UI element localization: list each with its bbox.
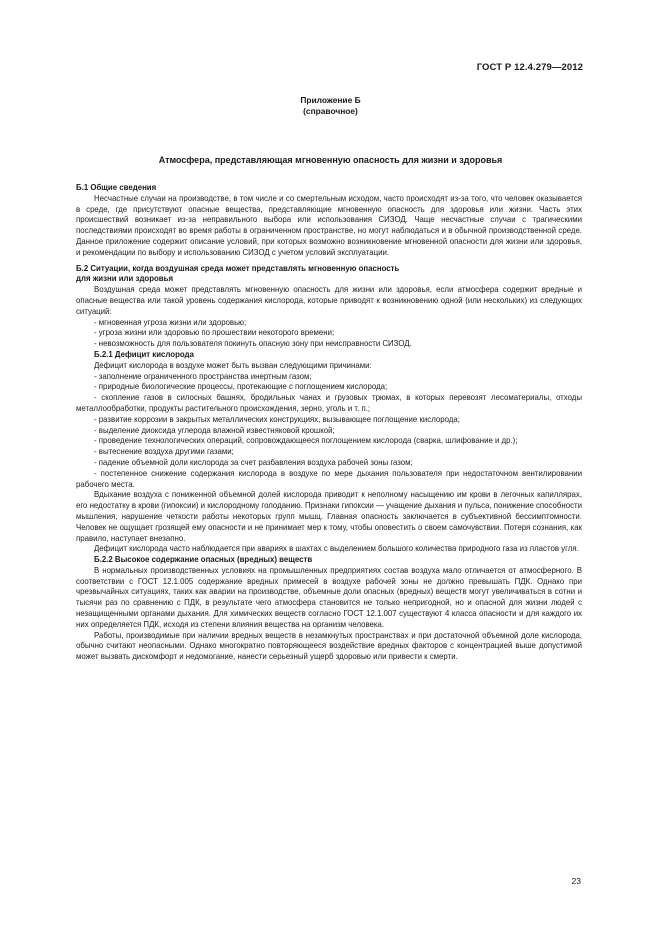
list-item: - постепенное снижение содержания кислорода в воздухе по мере дыхания пользователя при недостаточном вентилировании рабочего места. <box>76 468 582 489</box>
paragraph-b21-3: Дефицит кислорода часто наблюдается при авариях в шахтах с выделением большого количества природного газа из пластов угля. <box>94 544 579 554</box>
list-item: - скопление газов в силосных башнях, бродильных чанах и грузовых трюмах, в которых перевозят лесоматериалы, отходы металлообработки, продукты растительного происхождения, зерно, уголь и т. п.; <box>76 393 582 413</box>
annex-subtitle: (справочное) <box>303 106 358 116</box>
section-heading-b1: Б.1 Общие сведения <box>76 183 157 192</box>
section-heading-b22: Б.2.2 Высокое содержание опасных (вредных) веществ <box>94 555 313 565</box>
section-heading-b21: Б.2.1 Дефицит кислорода <box>94 349 194 359</box>
section-heading-b2-line1: Б.2 Ситуации, когда воздушная среда может представлять мгновенную опасность <box>76 263 400 273</box>
document-code: ГОСТ Р 12.4.279—2012 <box>476 62 583 73</box>
list-item: - развитие коррозии в закрытых металлических конструкциях, вызывающее поглощение кислорода; <box>94 414 460 424</box>
list-item: - выделение диоксида углерода влажной известняковой крошкой; <box>94 425 335 435</box>
paragraph-b22-1: В нормальных производственных условиях на промышленных предприятиях состав воздуха мало отличается от атмосферного. В соответствии с ГОСТ 12.1.005 содержание вредных примесей в воздухе рабочей зоны не должно превышать ПДК. Однако при чрезвычайных ситуациях, таких как аварии на производстве, объемные доли опасных (вредных) веществ могут увеличиваться в сотни и тысячи раз по сравнению с ПДК, в результате чего атмосфера становится не только непригодной, но и опасной для жизни людей с незащищенными органами дыхания. Для химических веществ согласно ГОСТ 12.1.007 существуют 4 класса опасности и для каждого их них определяется ПДК, исходя из степени влияния вещества на организм человека. <box>76 565 582 629</box>
list-item: - проведение технологических операций, сопровождающееся поглощением кислорода (сварка, шлифование и др.); <box>94 436 518 446</box>
page-number: 23 <box>571 876 581 886</box>
paragraph-b2-1: Воздушная среда может представлять мгновенную опасность для жизни или здоровья, если атмосфера содержит вредные и опасные вещества или такой уровень содержания кислорода, которые приводят к возникновению одной (или нескольких) из следующих ситуаций: <box>76 285 582 316</box>
list-item: - природные биологические процессы, протекающие с поглощением кислорода; <box>94 382 388 392</box>
paragraph-b21-1: Дефицит кислорода в воздухе может быть вызван следующими причинами: <box>94 360 372 370</box>
annex-header <box>0 95 661 117</box>
list-item: - вытеснение воздуха другими газами; <box>94 447 234 457</box>
annex-title: Приложение Б <box>300 95 361 105</box>
list-item: - угроза жизни или здоровью по прошествии некоторого времени; <box>94 328 335 338</box>
list-item: - заполнение ограниченного пространства инертным газом; <box>94 371 312 381</box>
paragraph-b1-1: Несчастные случаи на производстве, в том числе и со смертельным исходом, часто происходят из-за того, что человек оказывается в среде, где присутствуют опасные вещества, представляющие мгновенную опасность для здоровья или жизни. Часть этих происшествий возникает из-за неправильного выбора или использования СИЗОД. Чаще несчастные случаи с трагическими последствиями происходят во время работы в ограниченном пространстве, но могут наблюдаться и в обычной производственной среде. Данное приложение содержит описание условий, при которых возможно возникновение мгновенной опасности для жизни или здоровья, и рекомендации по выбору и использованию СИЗОД с учетом условий эксплуатации. <box>76 193 582 257</box>
main-title: Атмосфера, представляющая мгновенную опасность для жизни и здоровья <box>158 155 503 165</box>
document-body <box>76 183 582 663</box>
list-item: - невозможность для пользователя покинуть опасную зону при неисправности СИЗОД. <box>94 339 412 349</box>
list-item: - падение объемной доли кислорода за счет разбавления воздуха рабочей зоны газом; <box>94 457 413 467</box>
list-item: - мгновенная угроза жизни или здоровью; <box>94 317 247 327</box>
section-heading-b2 <box>76 264 582 286</box>
paragraph-b21-2: Вдыхание воздуха с пониженной объемной долей кислорода приводит к неполному насыщению им крови в легочных капиллярах, его недостатку в крови (гипоксии) и кислородному голоданию. Признаки гипоксии — учащение дыхания и пульса, понижение способности мышления, нарушение четкости работы некоторых групп мышц. Главная опасность заключается в субъективной бессимптомности. Человек не ощущает грозящей ему опасности и не принимает мер к тому, чтобы оповестить о своем самочувствии. Потеря сознания, как правило, наступает внезапно. <box>76 490 582 543</box>
section-heading-b2-line2: для жизни или здоровья <box>76 274 174 284</box>
paragraph-b22-2: Работы, производимые при наличии вредных веществ в незамкнутых пространствах и при достаточной объемной доле кислорода, обычно считают неопасными. Однако многократно повторяющееся воздействие вредных факторов с концентрацией выше допустимой может вызвать дискомфорт и недомогание, нанести серьезный ущерб здоровью или привести к смерти. <box>76 630 582 662</box>
